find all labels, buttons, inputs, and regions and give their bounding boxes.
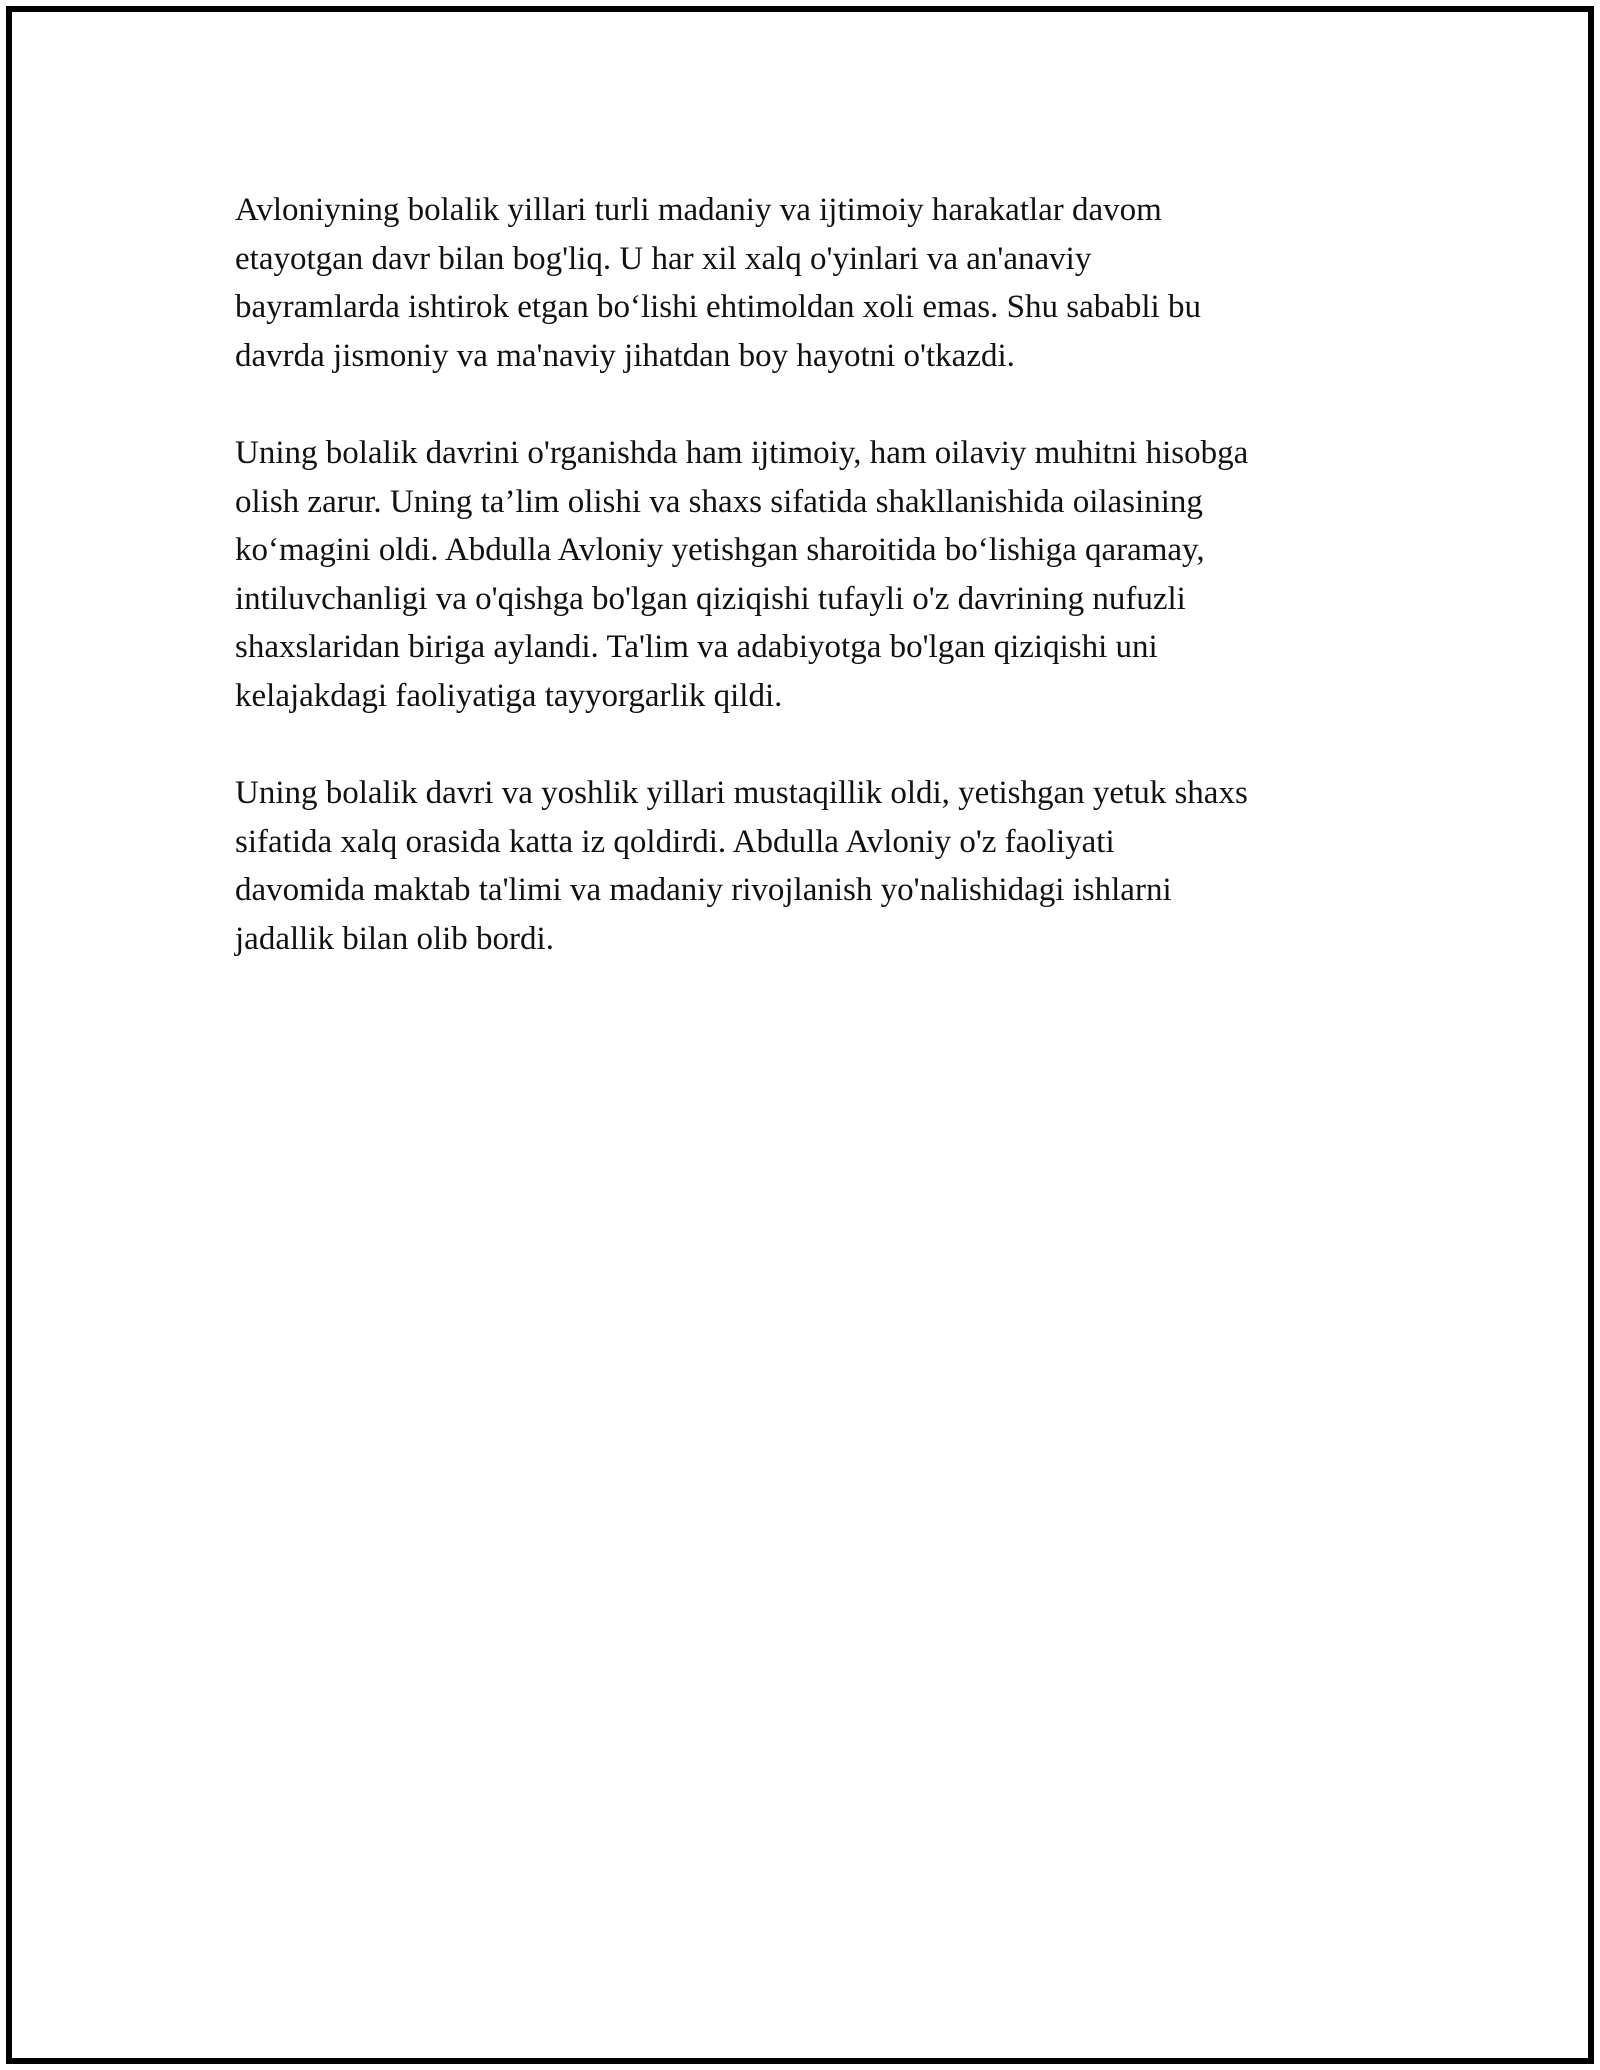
paragraph-1-line-3: bayramlarda ishtirok etgan bo‘lishi ehtimoldan xoli emas. Shu sababli bu	[235, 289, 1201, 325]
paragraph-2	[235, 429, 1395, 720]
paragraph-2-line-3: ko‘magini oldi. Abdulla Avloniy yetishgan sharoitida bo‘lishiga qaramay,	[235, 532, 1205, 568]
paragraph-3-line-3: davomida maktab ta'limi va madaniy rivojlanish yo'nalishidagi ishlarni	[235, 872, 1172, 908]
paragraph-3-line-1: Uning bolalik davri va yoshlik yillari mustaqillik oldi, yetishgan yetuk shaxs	[235, 775, 1248, 811]
paragraph-2-line-2: olish zarur. Uning ta’lim olishi va shaxs sifatida shakllanishida oilasining	[235, 483, 1203, 520]
paragraph-2-line-6: kelajakdagi faoliyatiga tayyorgarlik qildi.	[235, 677, 783, 714]
document-body	[235, 186, 1395, 1012]
paragraph-3	[235, 769, 1395, 963]
paragraph-3-line-2: sifatida xalq orasida katta iz qoldirdi. Abdulla Avloniy o'z faoliyati	[235, 823, 1115, 860]
paragraph-1-line-2: etayotgan davr bilan bog'liq. U har xil xalq o'yinlari va an'anaviy	[235, 240, 1092, 277]
paragraph-1-line-1: Avloniyning bolalik yillari turli madaniy va ijtimoiy harakatlar davom	[235, 192, 1162, 228]
paragraph-2-line-4: intiluvchanligi va o'qishga bo'lgan qiziqishi tufayli o'z davrining nufuzli	[235, 580, 1186, 617]
paragraph-3-line-4: jadallik bilan olib bordi.	[235, 920, 554, 957]
paragraph-1-line-4: davrda jismoniy va ma'naviy jihatdan boy hayotni o'tkazdi.	[235, 337, 1015, 374]
paragraph-2-line-5: shaxslaridan biriga aylandi. Ta'lim va adabiyotga bo'lgan qiziqishi uni	[235, 629, 1158, 665]
paragraph-2-line-1: Uning bolalik davrini o'rganishda ham ijtimoiy, ham oilaviy muhitni hisobga	[235, 435, 1249, 471]
paragraph-1	[235, 186, 1395, 380]
